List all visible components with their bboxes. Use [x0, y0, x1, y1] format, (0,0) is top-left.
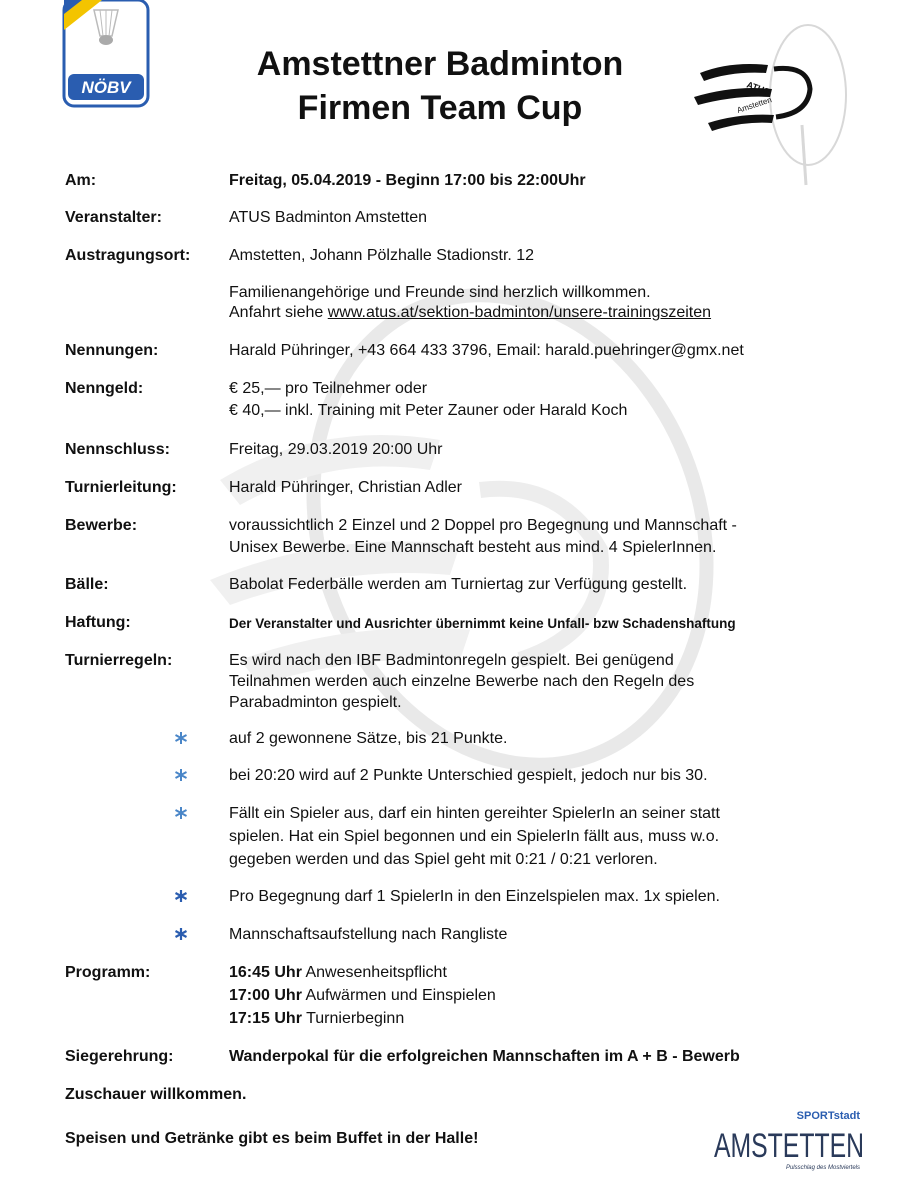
asterisk-icon — [174, 768, 188, 782]
value-bewerbe-2: Unisex Bewerbe. Eine Mannschaft besteht aus mind. 4 SpielerInnen. — [229, 539, 717, 556]
label-veranstalter: Veranstalter: — [65, 209, 162, 226]
asterisk-icon — [174, 889, 188, 903]
value-turnierregeln-1: Es wird nach den IBF Badmintonregeln gespielt. Bei genügend — [229, 652, 674, 669]
atus-logo-subtext: Amstetten — [735, 95, 773, 115]
page-title-line2: Firmen Team Cup — [297, 89, 583, 127]
speisen-text: Speisen und Getränke gibt es beim Buffet in der Halle! — [65, 1130, 479, 1147]
asterisk-icon — [174, 927, 188, 941]
nobv-logo-text: NÖBV — [81, 78, 131, 97]
nobv-logo — [62, 0, 150, 110]
anfahrt-link[interactable]: www.atus.at/sektion-badminton/unsere-trainingszeiten — [327, 304, 712, 321]
label-am: Am: — [65, 172, 97, 189]
rule-2: bei 20:20 wird auf 2 Punkte Unterschied gespielt, jedoch nur bis 30. — [229, 767, 708, 784]
value-nennungen: Harald Pühringer, +43 664 433 3796, Email: harald.puehringer@gmx.net — [229, 342, 744, 359]
programm-time: 16:45 Uhr — [229, 964, 302, 981]
note-familienangehoerige: Familienangehörige und Freunde sind herzlich willkommen. — [229, 284, 651, 301]
amstetten-sport-text: SPORTstadt — [796, 1110, 860, 1122]
value-baelle: Babolat Federbälle werden am Turniertag zur Verfügung gestellt. — [229, 576, 688, 593]
label-nennungen: Nennungen: — [65, 342, 159, 359]
amstetten-tagline: Pulsschlag des Mostviertels — [785, 1165, 860, 1171]
atus-logo-text: ATUS — [745, 79, 772, 98]
asterisk-icon — [174, 731, 188, 745]
value-turnierregeln-2: Teilnahmen werden auch einzelne Bewerbe nach den Regeln des — [229, 673, 695, 690]
zuschauer-text: Zuschauer willkommen. — [65, 1086, 247, 1103]
value-nennschluss: Freitag, 29.03.2019 20:00 Uhr — [229, 441, 443, 458]
value-turnierleitung: Harald Pühringer, Christian Adler — [229, 479, 463, 496]
programm-item — [229, 985, 496, 1007]
programm-text: Turnierbeginn — [306, 1010, 405, 1027]
note-anfahrt-prefix: Anfahrt siehe — [229, 304, 328, 321]
rule-3-line1: Fällt ein Spieler aus, darf ein hinten gereihter SpielerIn an seiner statt — [229, 805, 720, 822]
value-nenngeld-1: € 25,— pro Teilnehmer oder — [229, 380, 428, 397]
amstetten-name-text: AMSTETTEN — [714, 1127, 864, 1165]
label-siegerehrung: Siegerehrung: — [65, 1048, 174, 1065]
label-nennschluss: Nennschluss: — [65, 441, 170, 458]
programm-time: 17:15 Uhr — [229, 1010, 302, 1027]
value-austragungsort: Amstetten, Johann Pölzhalle Stadionstr. 12 — [229, 247, 535, 264]
asterisk-icon — [174, 806, 188, 820]
programm-text: Aufwärmen und Einspielen — [305, 987, 496, 1004]
value-nenngeld-2: € 40,— inkl. Training mit Peter Zauner oder Harald Koch — [229, 402, 628, 419]
label-bewerbe: Bewerbe: — [65, 517, 138, 534]
programm-item — [229, 962, 447, 984]
label-nenngeld: Nenngeld: — [65, 380, 144, 397]
label-turnierleitung: Turnierleitung: — [65, 479, 177, 496]
rule-3-line2: spielen. Hat ein Spiel begonnen und ein SpielerIn fällt aus, muss w.o. — [229, 828, 720, 845]
label-turnierregeln: Turnierregeln: — [65, 652, 173, 669]
programm-time: 17:00 Uhr — [229, 987, 302, 1004]
value-am: Freitag, 05.04.2019 - Beginn 17:00 bis 22:00Uhr — [229, 172, 586, 189]
rule-1: auf 2 gewonnene Sätze, bis 21 Punkte. — [229, 730, 508, 747]
programm-text: Anwesenheitspflicht — [305, 964, 447, 981]
value-bewerbe-1: voraussichtlich 2 Einzel und 2 Doppel pro Begegnung und Mannschaft - — [229, 517, 737, 534]
value-turnierregeln-3: Parabadminton gespielt. — [229, 694, 402, 711]
label-baelle: Bälle: — [65, 576, 109, 593]
atus-logo — [690, 25, 830, 185]
value-siegerehrung: Wanderpokal für die erfolgreichen Mannschaften im A + B - Bewerb — [229, 1048, 740, 1065]
rule-3-line3: gegeben werden und das Spiel geht mit 0:21 / 0:21 verloren. — [229, 851, 658, 868]
value-haftung: Der Veranstalter und Ausrichter übernimmt keine Unfall- bzw Schadenshaftung — [229, 616, 736, 631]
page-title-line1: Amstettner Badminton — [256, 45, 624, 83]
note-anfahrt — [229, 302, 711, 324]
label-haftung: Haftung: — [65, 614, 131, 631]
programm-item — [229, 1008, 404, 1030]
label-austragungsort: Austragungsort: — [65, 247, 191, 264]
label-programm: Programm: — [65, 964, 151, 981]
rule-4: Pro Begegnung darf 1 SpielerIn in den Einzelspielen max. 1x spielen. — [229, 888, 720, 905]
value-veranstalter: ATUS Badminton Amstetten — [229, 209, 428, 226]
rule-5: Mannschaftsaufstellung nach Rangliste — [229, 926, 508, 943]
amstetten-logo — [710, 1105, 870, 1175]
